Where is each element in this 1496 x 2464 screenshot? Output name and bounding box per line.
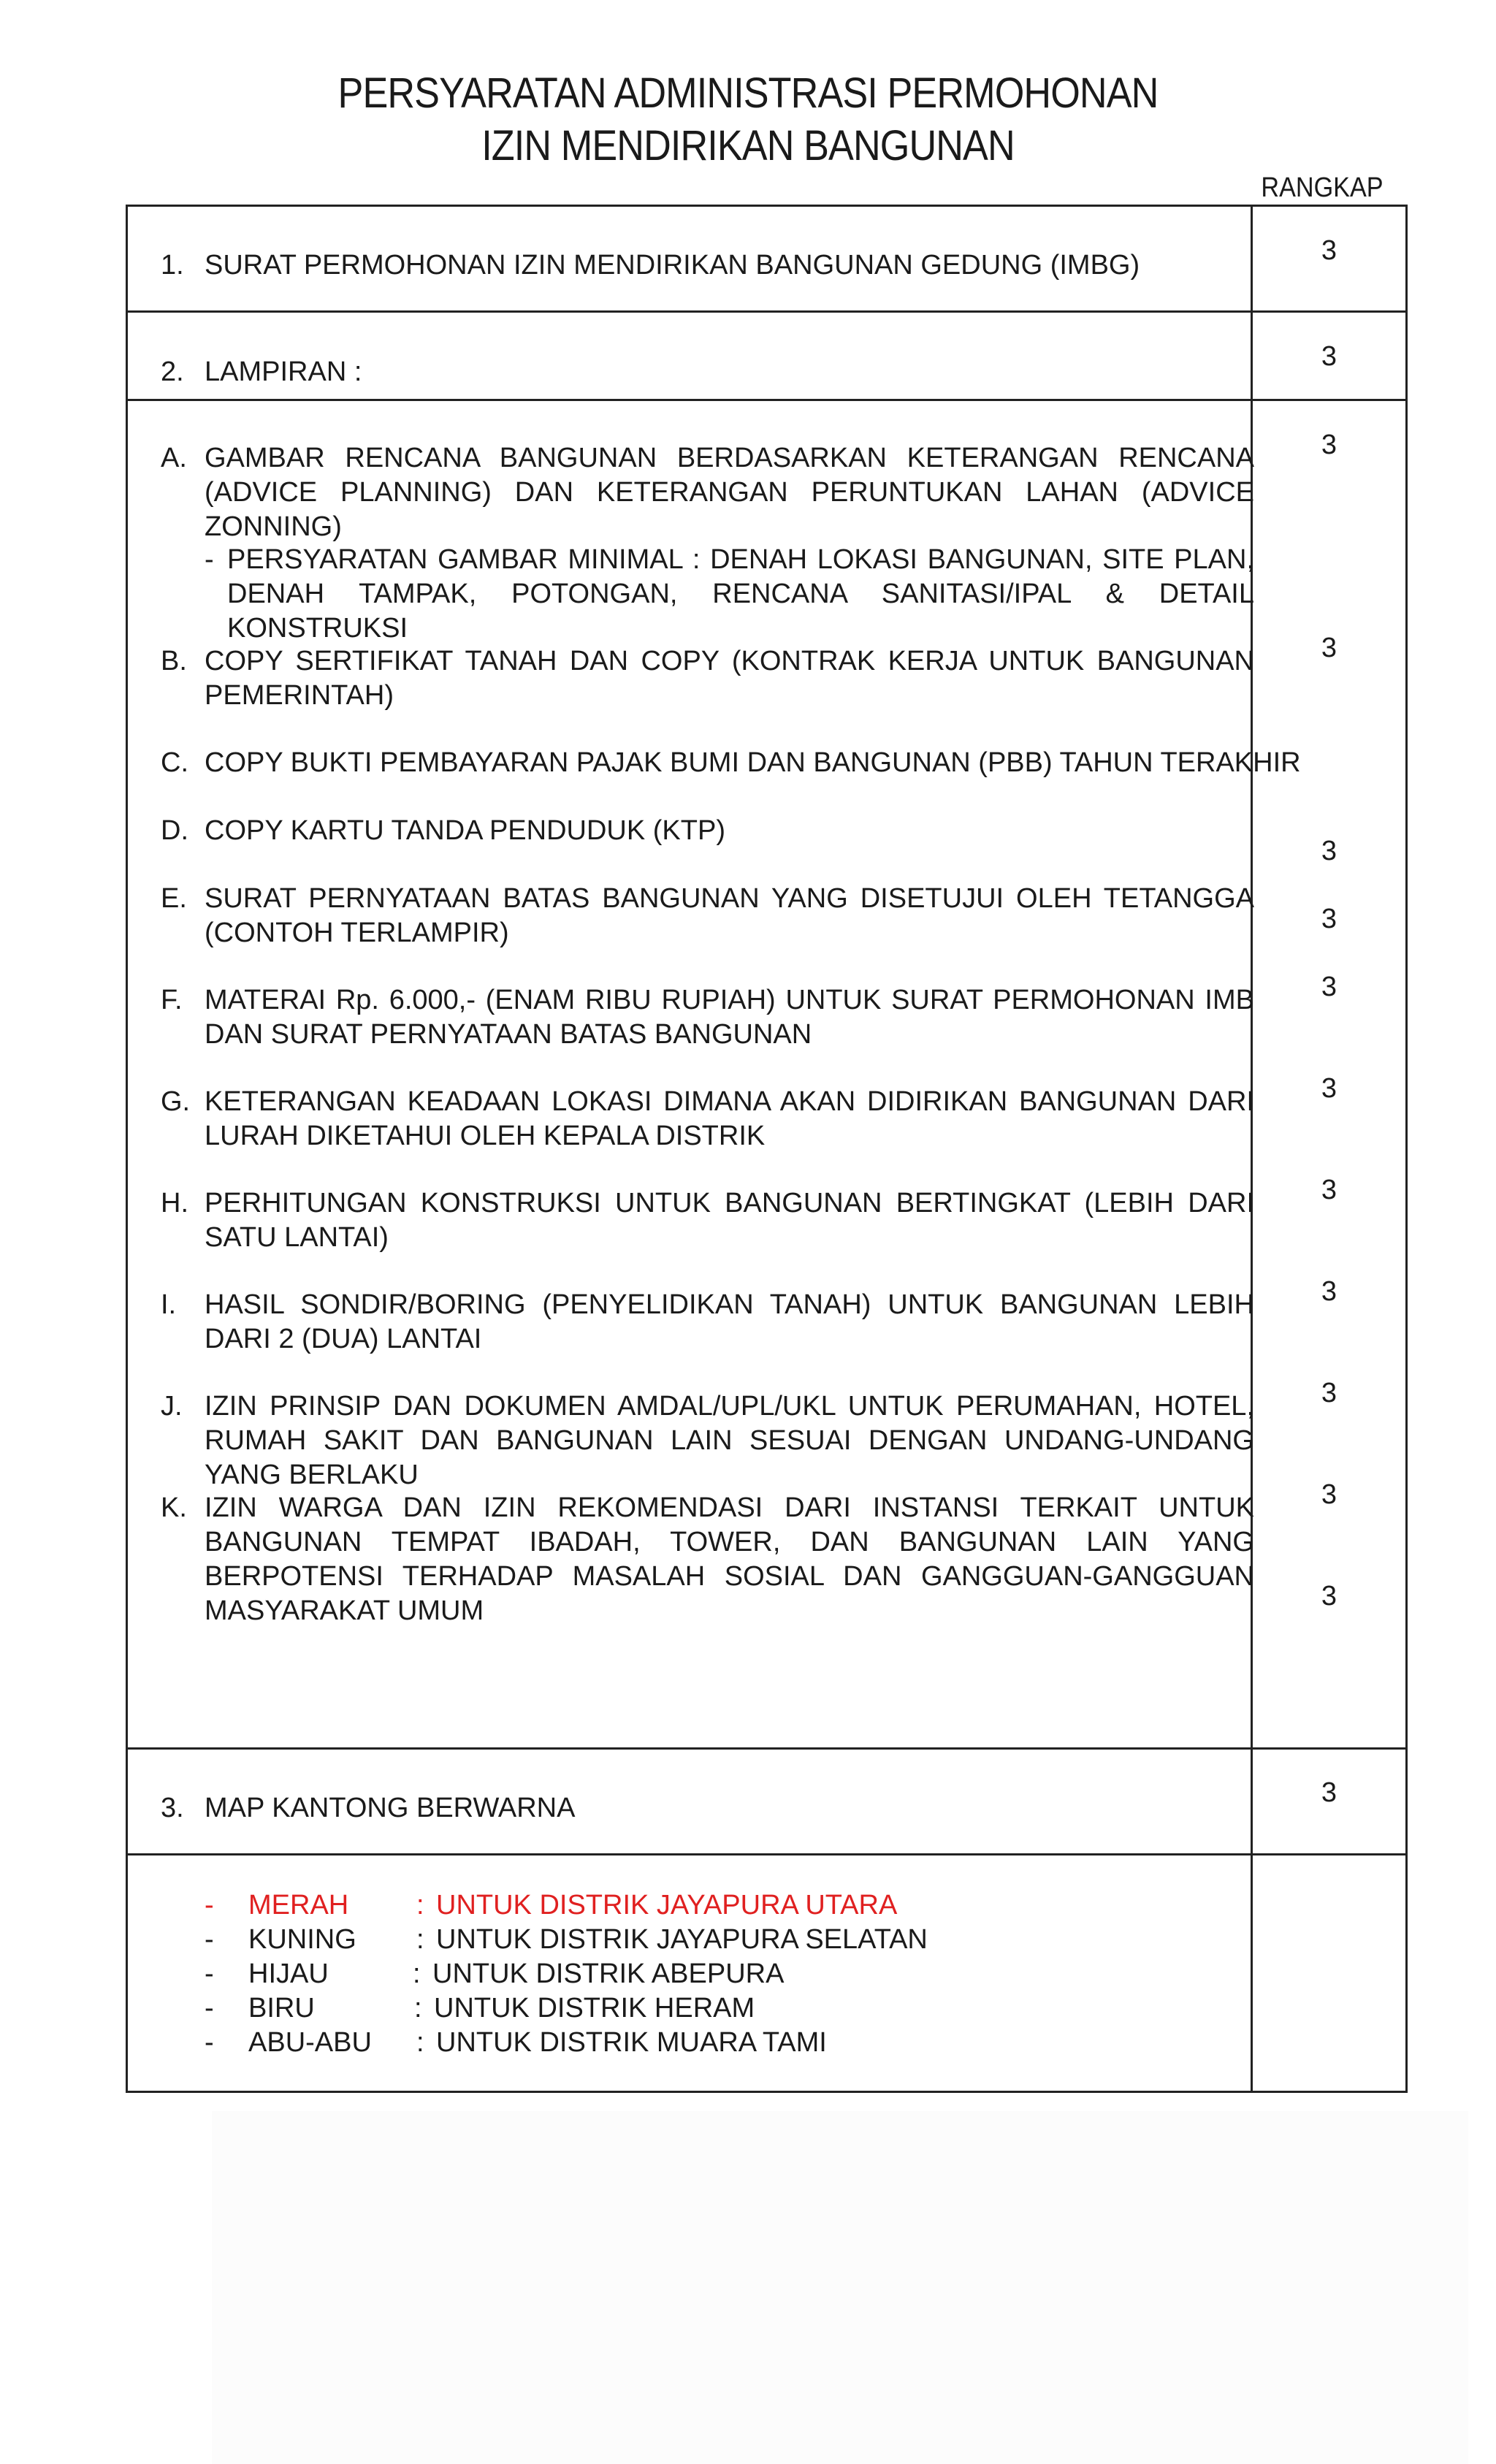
rangkap-value: 3 (1321, 341, 1337, 372)
rangkap-value: 3 (1321, 430, 1337, 460)
item-letter: G. (161, 1086, 191, 1117)
table-border-left (126, 205, 128, 2093)
row-divider (126, 1747, 1408, 1750)
row-number: 3. (161, 1793, 184, 1823)
page-background-shade (212, 2111, 1468, 2464)
item-letter: J. (161, 1391, 183, 1422)
table-border-top (126, 205, 1408, 207)
item-letter: F. (161, 985, 183, 1015)
rangkap-value: 3 (1321, 1777, 1337, 1808)
rangkap-value: 3 (1321, 972, 1337, 1002)
color-name: KUNING (248, 1924, 356, 1955)
rangkap-value: 3 (1321, 1378, 1337, 1408)
item-letter: D. (161, 815, 188, 846)
district-text: UNTUK DISTRIK MUARA TAMI (436, 2027, 827, 2058)
sub-item-text: PERSYARATAN GAMBAR MINIMAL : DENAH LOKASI BANGUNAN, SITE PLAN, DENAH TAMPAK, POTONGAN, RENCANA SANITASI/IPAL & DETAIL KONSTRUKSI (227, 544, 1254, 644)
item-letter: H. (161, 1188, 188, 1218)
rangkap-value: 3 (1321, 1175, 1337, 1205)
district-text: UNTUK DISTRIK HERAM (434, 1993, 755, 2024)
district-text: UNTUK DISTRIK ABEPURA (432, 1958, 785, 1989)
rangkap-value: 3 (1321, 633, 1337, 663)
row-number: 1. (161, 250, 184, 281)
sub-item-dash: - (205, 544, 214, 575)
item-text: HASIL SONDIR/BORING (PENYELIDIKAN TANAH) UNTUK BANGUNAN LEBIH DARI 2 (DUA) LANTAI (205, 1289, 1254, 1354)
item-text: SURAT PERNYATAAN BATAS BANGUNAN YANG DISETUJUI OLEH TETANGGA (CONTOH TERLAMPIR) (205, 883, 1254, 948)
table-border-bottom (126, 2091, 1408, 2093)
item-text: COPY BUKTI PEMBAYARAN PAJAK BUMI DAN BANGUNAN (PBB) TAHUN TERAKHIR (205, 747, 1301, 778)
rangkap-value: 3 (1321, 836, 1337, 866)
list-dash: - (205, 1890, 214, 1921)
item-letter: C. (161, 747, 188, 778)
row-number: 2. (161, 356, 184, 387)
colon: : (416, 1890, 424, 1921)
item-text: IZIN WARGA DAN IZIN REKOMENDASI DARI INSTANSI TERKAIT UNTUK BANGUNAN TEMPAT IBADAH, TOWER, DAN BANGUNAN LAIN YANG BERPOTENSI TERHADAP MASALAH SOSIAL DAN GANGGUAN-GANGGUAN MASYARAKAT UMUM (205, 1492, 1254, 1626)
rangkap-value: 3 (1321, 904, 1337, 934)
item-text: COPY SERTIFIKAT TANAH DAN COPY (KONTRAK KERJA UNTUK BANGUNAN PEMERINTAH) (205, 646, 1254, 711)
item-text: GAMBAR RENCANA BANGUNAN BERDASARKAN KETERANGAN RENCANA (ADVICE PLANNING) DAN KETERANGAN PERUNTUKAN LAHAN (ADVICE ZONNING) (205, 443, 1254, 542)
document-title-line-2: IZIN MENDIRIKAN BANGUNAN (481, 122, 1015, 169)
rangkap-value: 3 (1321, 235, 1337, 266)
row-divider (126, 1853, 1408, 1855)
item-text: PERHITUNGAN KONSTRUKSI UNTUK BANGUNAN BERTINGKAT (LEBIH DARI SATU LANTAI) (205, 1188, 1254, 1253)
row-divider (126, 399, 1408, 401)
rangkap-value: 3 (1321, 1581, 1337, 1611)
colon: : (416, 2027, 424, 2058)
color-name: BIRU (248, 1993, 315, 2024)
item-letter: E. (161, 883, 187, 914)
item-text: COPY KARTU TANDA PENDUDUK (KTP) (205, 815, 725, 846)
district-text: UNTUK DISTRIK JAYAPURA UTARA (436, 1890, 898, 1921)
rangkap-value: 3 (1321, 1073, 1337, 1104)
item-text: IZIN PRINSIP DAN DOKUMEN AMDAL/UPL/UKL UNTUK PERUMAHAN, HOTEL, RUMAH SAKIT DAN BANGUNAN LAIN SESUAI DENGAN UNDANG-UNDANG YANG BERLAKU (205, 1391, 1254, 1490)
item-letter: I. (161, 1289, 177, 1320)
list-dash: - (205, 1958, 214, 1989)
item-letter: K. (161, 1492, 187, 1523)
row-text: LAMPIRAN : (205, 356, 362, 387)
row-text: SURAT PERMOHONAN IZIN MENDIRIKAN BANGUNAN GEDUNG (IMBG) (205, 250, 1140, 281)
rangkap-value: 3 (1321, 1276, 1337, 1307)
rangkap-value: 3 (1321, 1479, 1337, 1510)
document-title-line-1: PERSYARATAN ADMINISTRASI PERMOHONAN (337, 69, 1159, 117)
colon: : (416, 1924, 424, 1955)
district-text: UNTUK DISTRIK JAYAPURA SELATAN (436, 1924, 928, 1955)
item-text: KETERANGAN KEADAAN LOKASI DIMANA AKAN DIDIRIKAN BANGUNAN DARI LURAH DIKETAHUI OLEH KEPALA DISTRIK (205, 1086, 1254, 1151)
list-dash: - (205, 2027, 214, 2058)
item-letter: B. (161, 646, 187, 676)
row-text: MAP KANTONG BERWARNA (205, 1793, 576, 1823)
row-divider (126, 310, 1408, 313)
rangkap-column-header: RANGKAP (1261, 172, 1384, 203)
color-name: ABU-ABU (248, 2027, 372, 2058)
colon: : (413, 1958, 421, 1989)
colon: : (414, 1993, 422, 2024)
item-letter: A. (161, 443, 187, 473)
item-text: MATERAI Rp. 6.000,- (ENAM RIBU RUPIAH) UNTUK SURAT PERMOHONAN IMB DAN SURAT PERNYATAAN BATAS BANGUNAN (205, 985, 1254, 1050)
color-name: HIJAU (248, 1958, 329, 1989)
color-name: MERAH (248, 1890, 349, 1921)
list-dash: - (205, 1993, 214, 2024)
list-dash: - (205, 1924, 214, 1955)
